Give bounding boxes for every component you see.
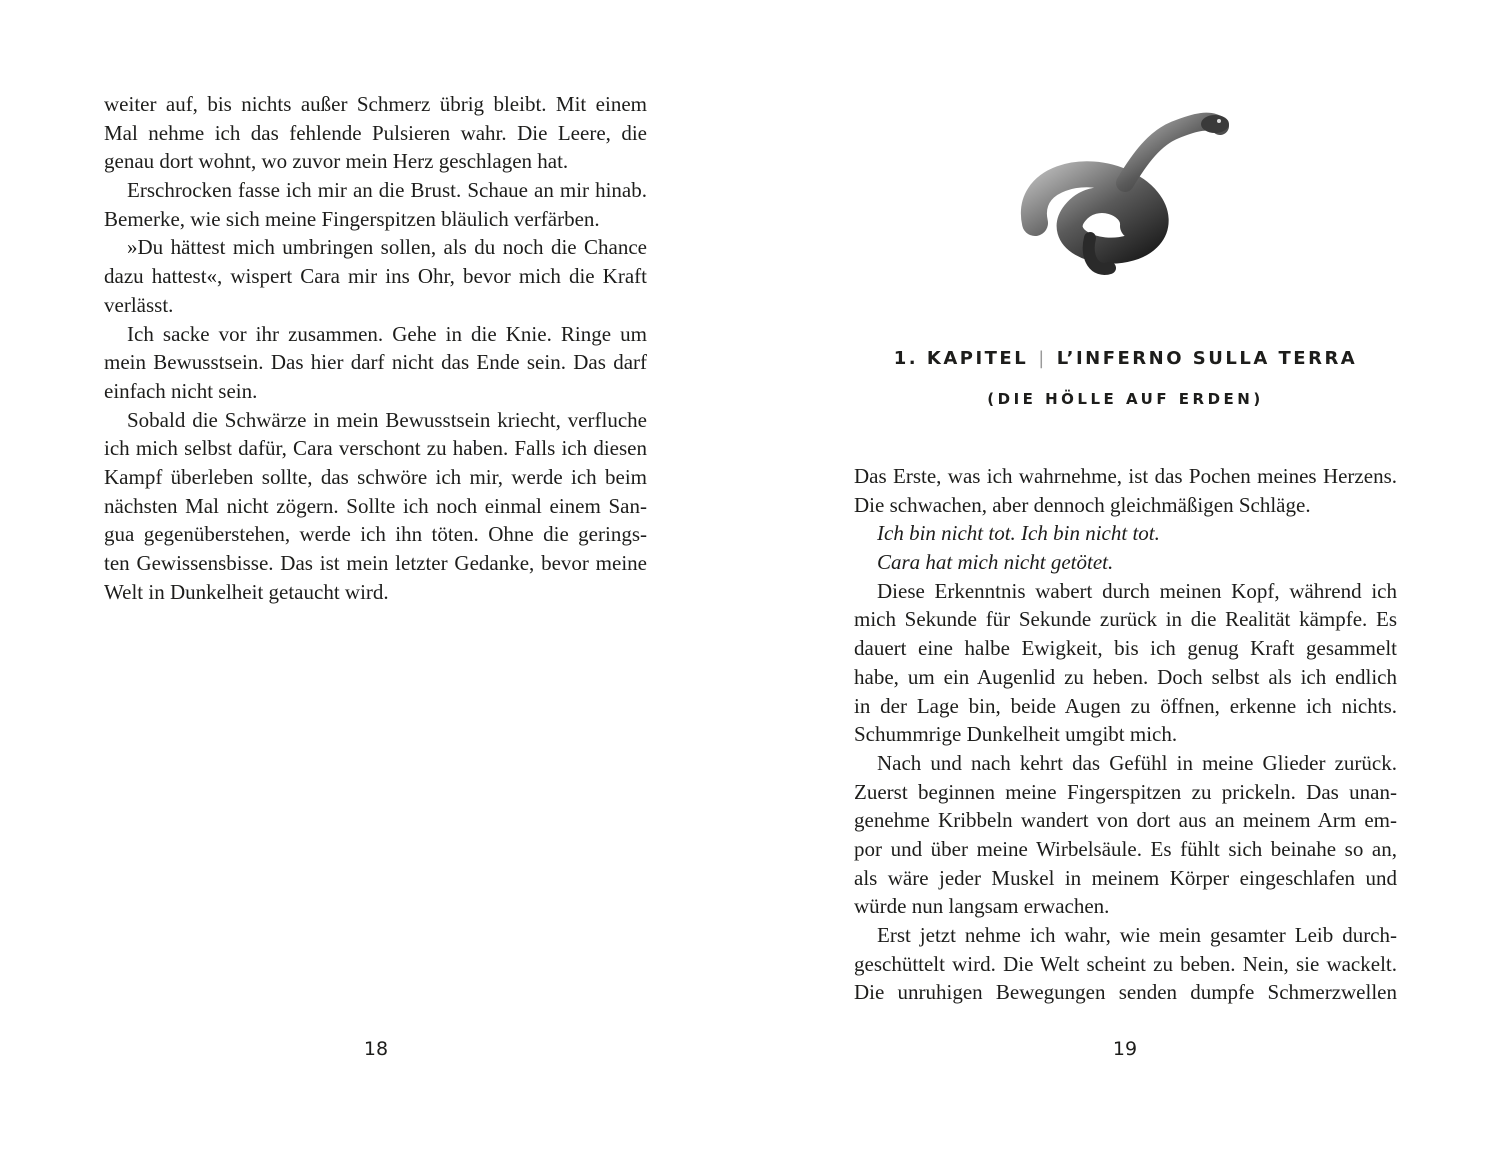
text-line: Erst jetzt nehme ich wahr, wie mein gesamter Leib durch- (877, 923, 1397, 947)
text-line: verlässt. (104, 292, 174, 317)
text-line: einfach nicht sein. (104, 378, 258, 403)
text-line: Cara hat mich nicht getötet. (877, 550, 1114, 575)
text-line: mich Sekunde für Sekunde zurück in die Realität kämpfe. Es (854, 607, 1397, 632)
page-number-left: 18 (363, 1038, 389, 1060)
text-line: Welt in Dunkelheit getaucht wird. (104, 579, 389, 604)
text-line: Schummrige Dunkelheit umgibt mich. (854, 722, 1178, 747)
text-line: habe, um ein Augenlid zu heben. Doch selbst als ich endlich (854, 664, 1397, 689)
text-line: »Du hättest mich umbringen sollen, als du noch die Chance (127, 235, 647, 260)
text-line: nächsten Mal nicht zögern. Sollte ich noch einmal einem San- (104, 493, 647, 518)
chapter-number: 1. KAPITEL (893, 348, 1029, 369)
text-line: ten Gewissensbisse. Das ist mein letzter Gedanke, bevor meine (104, 551, 647, 575)
chapter-subtitle: (DIE HÖLLE AUF ERDEN) (987, 390, 1264, 408)
text-line: in der Lage bin, beide Augen zu öffnen, erkenne ich nichts. (854, 693, 1397, 718)
text-line: Bemerke, wie sich meine Fingerspitzen bläulich verfärben. (104, 206, 600, 231)
text-line: Ich sacke vor ihr zusammen. Gehe in die Knie. Ringe um (127, 321, 647, 346)
text-line: Erschrocken fasse ich mir an die Brust. Schaue an mir hinab. (127, 178, 647, 203)
text-line: Ich bin nicht tot. Ich bin nicht tot. (877, 521, 1160, 546)
text-line: würde nun langsam erwachen. (854, 894, 1110, 919)
text-line: als wäre jeder Muskel in meinem Körper eingeschlafen und (854, 865, 1397, 890)
text-line: por und über meine Wirbelsäule. Es fühlt sich beinahe so an, (854, 836, 1397, 861)
text-line: ich mich selbst dafür, Cara verschont zu haben. Falls ich diesen (104, 436, 647, 461)
chapter-title: L’INFERNO SULLA TERRA (1056, 348, 1358, 369)
text-line: genehme Kribbeln wandert von dort aus an meinem Arm em- (854, 808, 1397, 833)
text-line: Kampf überleben sollte, das schwöre ich mir, werde ich beim (104, 464, 647, 489)
text-line: Das Erste, was ich wahrnehme, ist das Pochen meines Herzens. (854, 464, 1397, 488)
text-line: dazu hattest«, wispert Cara mir ins Ohr, bevor mich die Kraft (104, 264, 647, 289)
text-line: mein Bewusstsein. Das hier darf nicht das Ende sein. Das darf (104, 350, 647, 375)
text-line: Die schwachen, aber dennoch gleichmäßigen Schläge. (854, 492, 1311, 517)
snake-icon (1015, 108, 1235, 278)
text-line: Die unruhigen Bewegungen senden dumpfe Schmerzwellen (854, 980, 1397, 1005)
text-line: Nach und nach kehrt das Gefühl in meine Glieder zurück. (877, 750, 1397, 775)
text-line: Zuerst beginnen meine Fingerspitzen zu prickeln. Das unan- (854, 779, 1397, 804)
text-line: Mal nehme ich das fehlende Pulsieren wahr. Die Leere, die (104, 120, 647, 145)
chapter-separator: | (1038, 348, 1047, 369)
text-line: genau dort wohnt, wo zuvor mein Herz geschlagen hat. (104, 149, 569, 174)
text-line: weiter auf, bis nichts außer Schmerz übrig bleibt. Mit einem (104, 92, 647, 116)
left-page-text (104, 90, 647, 606)
text-line: dauert eine halbe Ewigkeit, bis ich genug Kraft gesammelt (854, 636, 1397, 661)
right-page-text (854, 462, 1397, 1007)
text-line: geschüttelt wird. Die Welt scheint zu beben. Nein, sie wackelt. (854, 951, 1397, 976)
page-number-right: 19 (1112, 1038, 1138, 1060)
text-line: Diese Erkenntnis wabert durch meinen Kopf, während ich (877, 578, 1397, 603)
chapter-heading (854, 348, 1397, 369)
text-line: Sobald die Schwärze in mein Bewusstsein kriecht, verfluche (127, 407, 647, 432)
text-line: gua gegenüberstehen, werde ich ihn töten. Ohne die gerings- (104, 522, 647, 547)
